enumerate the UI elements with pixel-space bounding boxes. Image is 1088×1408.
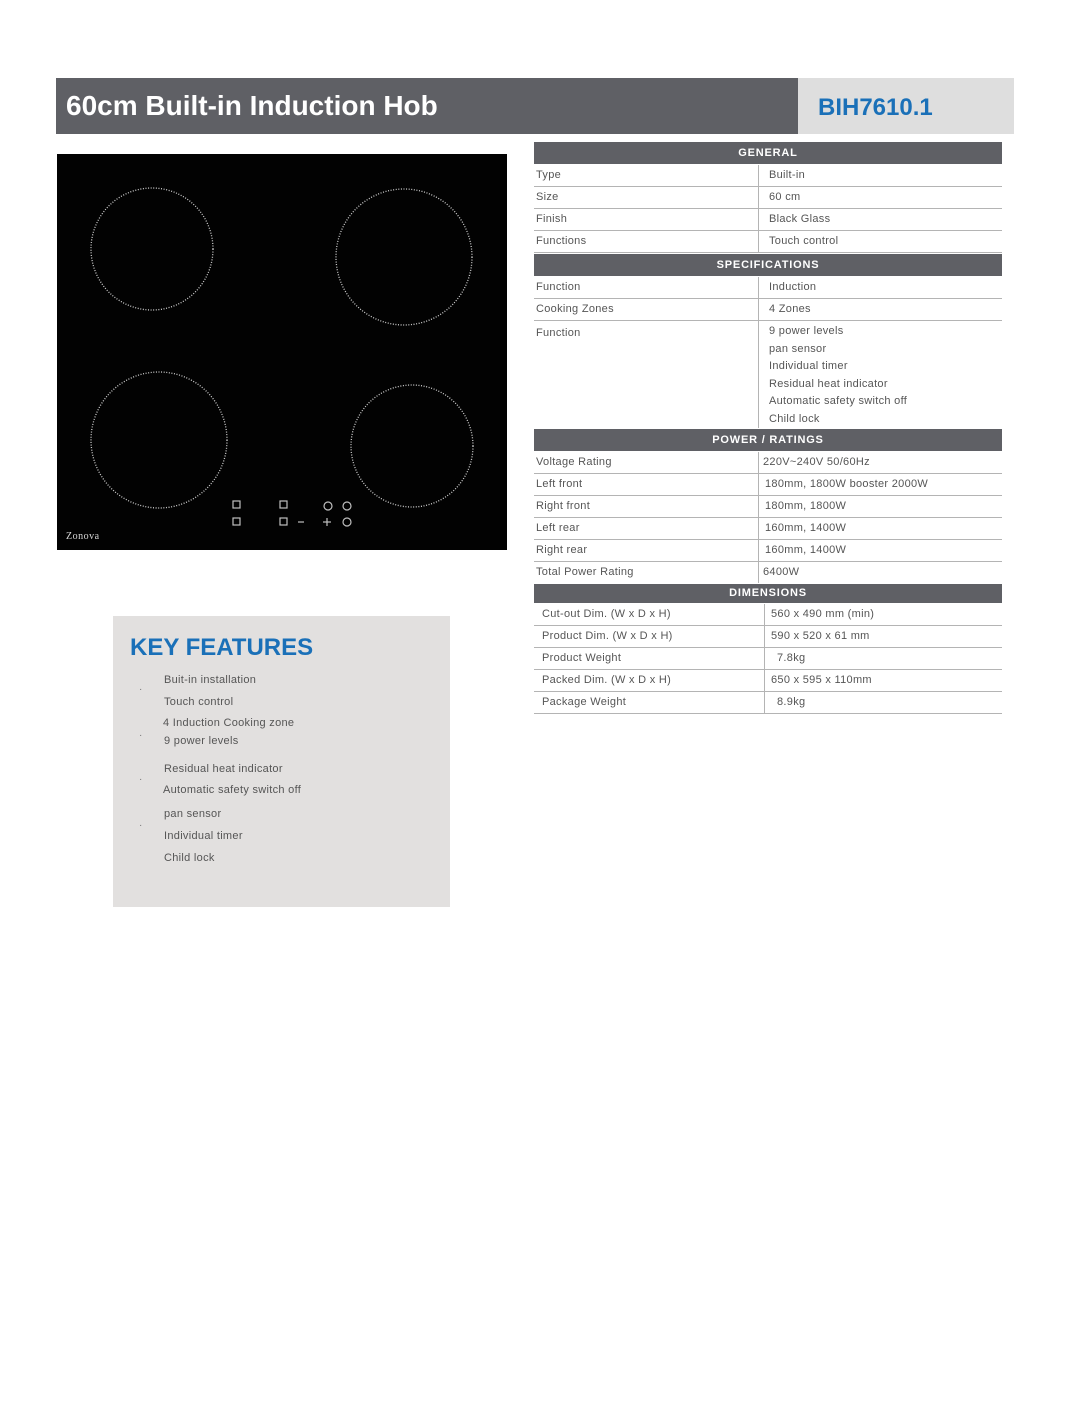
cooking-zone-left-front <box>91 372 227 508</box>
spec-row <box>534 670 1002 692</box>
spec-row <box>534 277 1002 299</box>
spec-value: 160mm, 1400W <box>765 522 847 534</box>
spec-row <box>534 604 1002 626</box>
spec-value: 220V~240V 50/60Hz <box>763 456 870 468</box>
spec-value: 650 x 595 x 110mm <box>771 674 872 686</box>
spec-value: 180mm, 1800W booster 2000W <box>765 478 929 490</box>
spec-row <box>534 231 1002 253</box>
spec-value: 560 x 490 mm (min) <box>771 608 875 620</box>
page-title: 60cm Built-in Induction Hob <box>66 90 438 121</box>
feature-item: Touch control <box>164 696 234 708</box>
spec-row <box>534 165 1002 187</box>
function-item: Residual heat indicator <box>769 377 888 390</box>
page-header <box>56 78 1014 134</box>
spec-row <box>534 299 1002 321</box>
spec-value: 8.9kg <box>777 696 806 708</box>
spec-value: 7.8kg <box>777 652 806 664</box>
key-features-panel <box>113 616 450 907</box>
function-item: pan sensor <box>769 342 827 355</box>
cooking-zone-right-front <box>351 385 473 507</box>
spec-label: Function <box>534 277 759 298</box>
spec-label: Function <box>534 321 759 428</box>
function-item: Automatic safety switch off <box>769 395 908 407</box>
feature-item: Buit-in installation <box>164 674 257 686</box>
spec-label: Product Weight <box>534 648 765 669</box>
spec-table <box>534 142 1002 714</box>
spec-row <box>534 452 1002 474</box>
spec-row <box>534 187 1002 209</box>
spec-label: Size <box>534 187 759 208</box>
spec-label: Product Dim. (W x D x H) <box>534 626 765 647</box>
spec-label: Packed Dim. (W x D x H) <box>534 670 765 691</box>
section-header-specifications: SPECIFICATIONS <box>534 254 1002 276</box>
spec-label: Right rear <box>534 540 759 561</box>
spec-label: Left rear <box>534 518 759 539</box>
spec-label: Total Power Rating <box>534 562 759 583</box>
spec-value: 60 cm <box>769 191 801 203</box>
spec-row <box>534 518 1002 540</box>
spec-value: Black Glass <box>769 213 831 225</box>
section-header-power: POWER / RATINGS <box>534 429 1002 451</box>
function-item: 9 power levels <box>769 325 844 337</box>
spec-row <box>534 562 1002 583</box>
bullet: · <box>139 774 143 785</box>
bullet: · <box>139 820 143 831</box>
spec-value: 180mm, 1800W <box>765 500 847 512</box>
spec-label: Cooking Zones <box>534 299 759 320</box>
spec-label: Functions <box>534 231 759 252</box>
brand-logo: Zonova <box>66 531 100 542</box>
spec-label: Left front <box>534 474 759 495</box>
function-item: Individual timer <box>769 360 848 372</box>
bullet: · <box>139 684 143 695</box>
function-item: Child lock <box>769 412 820 425</box>
spec-row-function-list <box>534 321 1002 428</box>
spec-row <box>534 474 1002 496</box>
cooking-zone-left-rear <box>91 188 213 310</box>
feature-item: 4 Induction Cooking zone <box>163 717 295 729</box>
spec-value: 6400W <box>763 566 800 578</box>
feature-item: Individual timer <box>164 830 243 842</box>
spec-label: Right front <box>534 496 759 517</box>
spec-value-list <box>759 321 1002 428</box>
spec-row <box>534 209 1002 231</box>
spec-label: Voltage Rating <box>534 452 759 473</box>
touch-controls <box>233 501 351 526</box>
bullet: · <box>139 730 143 741</box>
spec-value: Induction <box>769 281 817 293</box>
spec-row <box>534 626 1002 648</box>
spec-label: Finish <box>534 209 759 230</box>
feature-item: Residual heat indicator <box>164 763 283 775</box>
spec-row <box>534 692 1002 714</box>
spec-label: Type <box>534 165 759 186</box>
feature-item: Child lock <box>164 852 215 864</box>
section-header-general: GENERAL <box>534 142 1002 164</box>
product-image <box>57 154 507 550</box>
spec-value: 160mm, 1400W <box>765 544 847 556</box>
cooking-zone-right-rear <box>336 189 472 325</box>
hob-illustration <box>57 154 507 550</box>
section-header-dimensions: DIMENSIONS <box>534 584 1002 603</box>
spec-row <box>534 540 1002 562</box>
spec-value: 590 x 520 x 61 mm <box>771 630 870 642</box>
spec-row <box>534 648 1002 670</box>
spec-value: 4 Zones <box>769 303 811 315</box>
feature-item: pan sensor <box>164 808 222 820</box>
spec-label: Package Weight <box>534 692 765 713</box>
feature-item: Automatic safety switch off <box>163 784 302 796</box>
spec-row <box>534 496 1002 518</box>
feature-item: 9 power levels <box>164 735 239 747</box>
model-number: BIH7610.1 <box>798 78 1014 134</box>
key-features-title: KEY FEATURES <box>130 634 314 661</box>
spec-value: Touch control <box>769 235 839 247</box>
spec-value: Built-in <box>769 169 806 181</box>
spec-label: Cut-out Dim. (W x D x H) <box>534 604 765 625</box>
